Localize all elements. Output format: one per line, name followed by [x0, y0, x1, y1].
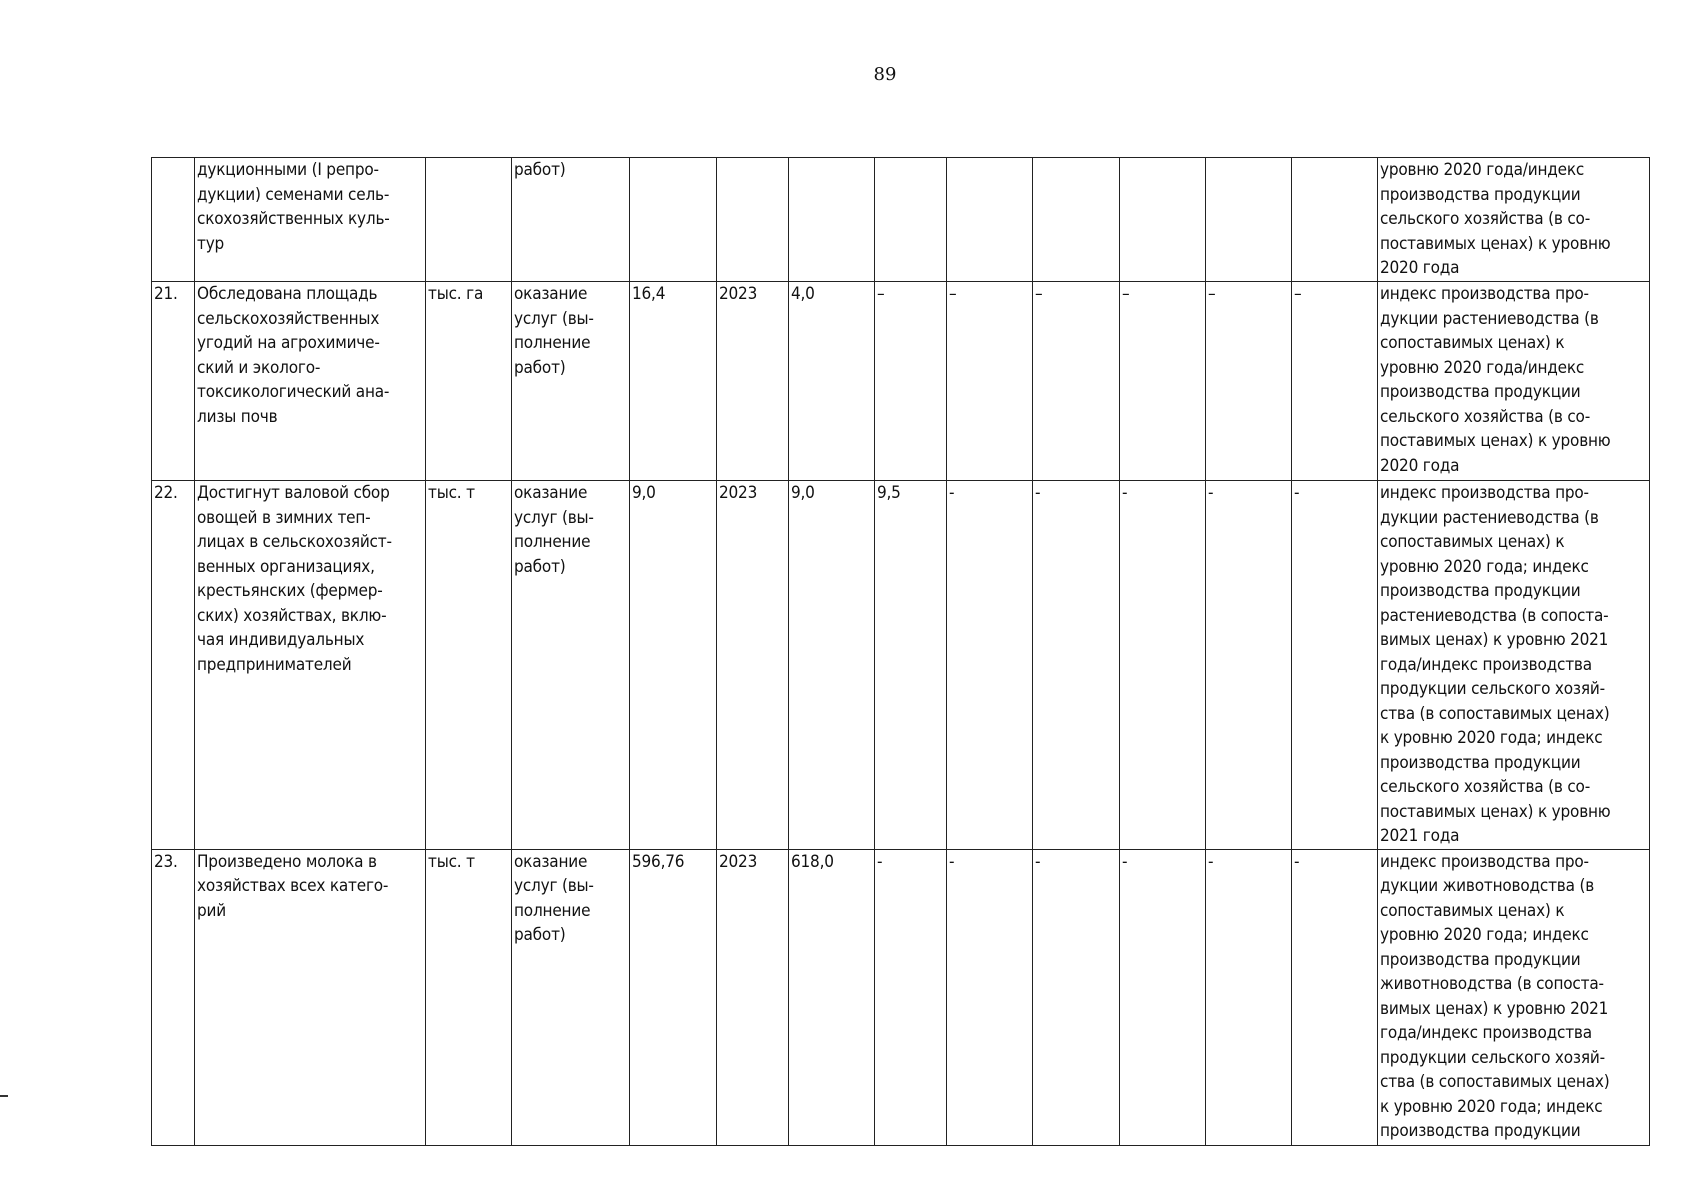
base-value-cell: 16,4 [630, 282, 717, 481]
base-value-cell: 9,0 [630, 481, 717, 850]
year-value-cell: - [1292, 481, 1378, 850]
table-row [152, 158, 1650, 282]
page-number: 89 [873, 64, 897, 85]
year-value-cell: - [1033, 481, 1120, 850]
unit-cell [426, 158, 512, 282]
type-cell: оказание услуг (вы- полнение работ) [512, 481, 630, 850]
event-name-cell: дукционными (I репро- дукции) семенами сель- скохозяйственных куль- тур [195, 158, 426, 282]
row-number: 23. [152, 849, 195, 1145]
unit-cell: тыс. га [426, 282, 512, 481]
year-value-cell: - [947, 481, 1033, 850]
scan-margin-mark [0, 1095, 8, 1097]
year-value-cell: – [1292, 282, 1378, 481]
year-value-cell: - [1292, 849, 1378, 1145]
year-value-cell: - [1033, 849, 1120, 1145]
base-year-cell: 2023 [717, 282, 789, 481]
base-value-cell: 596,76 [630, 849, 717, 1145]
year-value-cell: – [1033, 282, 1120, 481]
base-year-cell [717, 158, 789, 282]
year-value-cell: - [1120, 849, 1206, 1145]
row-number: 22. [152, 481, 195, 850]
unit-cell: тыс. т [426, 849, 512, 1145]
type-cell: оказание услуг (вы- полнение работ) [512, 282, 630, 481]
year-value-cell [875, 158, 947, 282]
year-value-cell [1033, 158, 1120, 282]
year-value-cell: 4,0 [789, 282, 875, 481]
row-number: 21. [152, 282, 195, 481]
year-value-cell: – [875, 282, 947, 481]
indicators-table [151, 157, 1650, 1146]
year-value-cell [789, 158, 875, 282]
year-value-cell [947, 158, 1033, 282]
indicator-cell: индекс производства про- дукции растениеводства (в сопоставимых ценах) к уровню 2020 года; индекс производства продукции растениеводства (в сопоста- вимых ценах) к уровню 2021 года/индекс производства продукции сельского хозяй- ства (в сопоставимых ценах) к уровню 2020 года; индекс производства продукции сельского хозяйства (в со- поставимых ценах) к уровню 2021 года [1378, 481, 1650, 850]
type-cell: оказание услуг (вы- полнение работ) [512, 849, 630, 1145]
base-year-cell: 2023 [717, 481, 789, 850]
table-row [152, 849, 1650, 1145]
unit-cell: тыс. т [426, 481, 512, 850]
event-name-cell: Достигнут валовой сбор овощей в зимних теп- лицах в сельскохозяйст- венных организациях, крестьянских (фермер- ских) хозяйствах, вклю- чая индивидуальных предпринимателей [195, 481, 426, 850]
indicator-cell: индекс производства про- дукции животноводства (в сопоставимых ценах) к уровню 2020 года; индекс производства продукции животноводства (в сопоста- вимых ценах) к уровню 2021 года/индекс производства продукции сельского хозяй- ства (в сопоставимых ценах) к уровню 2020 года; индекс производства продукции [1378, 849, 1650, 1145]
year-value-cell [1206, 158, 1292, 282]
event-name-cell: Обследована площадь сельскохозяйственных угодий на агрохимиче- ский и эколого- токсикологический ана- лизы почв [195, 282, 426, 481]
event-name-cell: Произведено молока в хозяйствах всех катего- рий [195, 849, 426, 1145]
indicator-cell: индекс производства про- дукции растениеводства (в сопоставимых ценах) к уровню 2020 года/индекс производства продукции сельского хозяйства (в со- поставимых ценах) к уровню 2020 года [1378, 282, 1650, 481]
year-value-cell: – [1120, 282, 1206, 481]
year-value-cell: - [1120, 481, 1206, 850]
year-value-cell: - [1206, 481, 1292, 850]
indicator-cell: уровню 2020 года/индекс производства продукции сельского хозяйства (в со- поставимых ценах) к уровню 2020 года [1378, 158, 1650, 282]
base-value-cell [630, 158, 717, 282]
row-number [152, 158, 195, 282]
year-value-cell: – [1206, 282, 1292, 481]
year-value-cell: – [947, 282, 1033, 481]
year-value-cell: - [1206, 849, 1292, 1145]
year-value-cell [1120, 158, 1206, 282]
year-value-cell [1292, 158, 1378, 282]
type-cell: работ) [512, 158, 630, 282]
year-value-cell: 9,0 [789, 481, 875, 850]
year-value-cell: - [947, 849, 1033, 1145]
base-year-cell: 2023 [717, 849, 789, 1145]
year-value-cell: 9,5 [875, 481, 947, 850]
table-row [152, 481, 1650, 850]
year-value-cell: 618,0 [789, 849, 875, 1145]
table-row [152, 282, 1650, 481]
year-value-cell: - [875, 849, 947, 1145]
